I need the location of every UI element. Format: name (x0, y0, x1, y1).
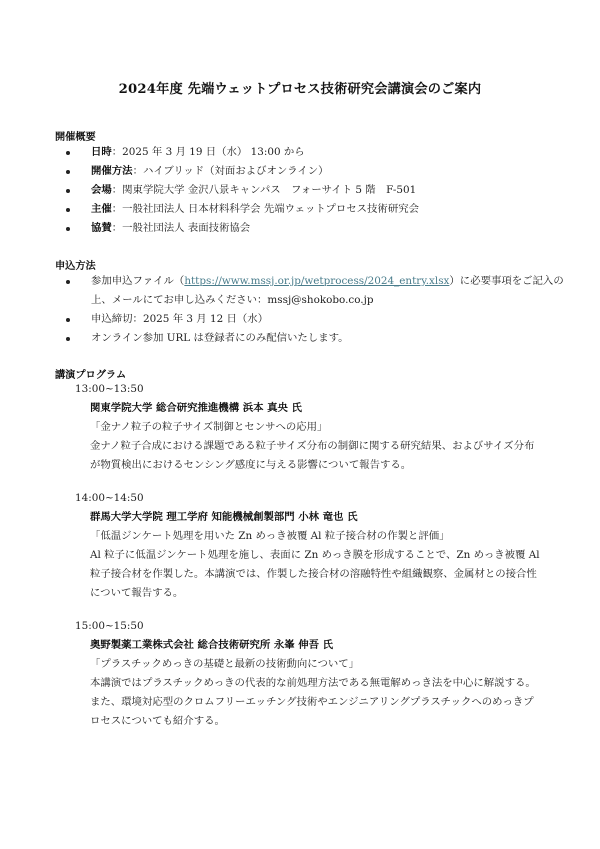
bullet-icon (66, 170, 70, 174)
overview-item-datetime: 日時：2025 年 3 月 19 日（水） 13:00 から (91, 146, 305, 158)
overview-item-sponsor: 協賛：一般社団法人 表面技術協会 (91, 222, 251, 234)
application-item-file: 参加申込ファイル（https://www.mssj.or.jp/wetprocess/2024_entry.xlsx）に必要事項をご記入の (91, 275, 564, 287)
bullet-icon (66, 318, 70, 322)
talk-time: 13:00~13:50 (75, 383, 144, 395)
overview-heading: 開催概要 (55, 131, 96, 143)
talk-desc-line: 本講演ではプラスチックめっきの代表的な前処理方法である無電解めっき法を中心に解説する。 (90, 677, 536, 689)
overview-item-format: 開催方法：ハイブリッド（対面およびオンライン） (91, 165, 329, 177)
application-heading: 申込方法 (55, 260, 96, 272)
talk-topic: 「金ナノ粒子の粒子サイズ制御とセンサへの応用」 (90, 421, 328, 433)
talk-topic: 「低温ジンケート処理を用いた Zn めっき被覆 Al 粒子接合材の作製と評価」 (90, 530, 450, 542)
bullet-icon (66, 337, 70, 341)
talk-desc-line: が物質検出におけるセンシング感度に与える影響について報告する。 (90, 459, 412, 471)
bullet-icon (66, 208, 70, 212)
talk-desc-line: ロセスについても紹介する。 (90, 715, 225, 727)
talk-time: 14:00~14:50 (75, 492, 144, 504)
application-item-deadline: 申込締切：2025 年 3 月 12 日（水） (91, 313, 269, 325)
talk-desc-line: 金ナノ粒子合成における課題である粒子サイズ分布の制御に関する研究結果、およびサイズ分布 (90, 440, 535, 452)
page-title: 2024年度 先端ウェットプロセス技術研究会講演会のご案内 (118, 82, 482, 97)
bullet-icon (66, 189, 70, 193)
talk-speaker: 群馬大学大学院 理工学府 知能機械創製部門 小林 竜也 氏 (90, 511, 358, 523)
bullet-icon (66, 151, 70, 155)
talk-topic: 「プラスチックめっきの基礎と最新の技術動向について」 (90, 658, 360, 670)
entry-file-link[interactable]: https://www.mssj.or.jp/wetprocess/2024_entry.xlsx (184, 275, 450, 287)
bullet-icon (66, 280, 70, 284)
bullet-icon (66, 227, 70, 231)
talk-speaker: 関東学院大学 総合研究推進機構 浜本 真央 氏 (90, 402, 302, 414)
overview-item-venue: 会場：関東学院大学 金沢八景キャンパス フォーサイト 5 階 F-501 (91, 184, 417, 196)
talk-speaker: 奥野製薬工業株式会社 総合技術研究所 永峯 伸吾 氏 (90, 639, 334, 651)
talk-desc-line: また、環境対応型のクロムフリーエッチング技術やエンジニアリングプラスチックへのめっきプ (90, 696, 534, 708)
application-item-file-cont: 上、メールにてお申し込みください：mssj@shokobo.co.jp (91, 294, 374, 306)
talk-desc-line: 粒子接合材を作製した。本講演では、作製した接合材の溶融特性や組織観察、金属材との接合性 (90, 568, 537, 580)
talk-desc-line: について報告する。 (90, 587, 184, 599)
talk-desc-line: Al 粒子に低温ジンケート処理を施し、表面に Zn めっき膜を形成することで、Zn めっき被覆 Al (90, 549, 540, 561)
program-heading: 講演プログラム (55, 369, 127, 381)
application-item-online-url: オンライン参加 URL は登録者にのみ配信いたします。 (91, 332, 349, 344)
talk-time: 15:00~15:50 (75, 620, 144, 632)
overview-item-organizer: 主催：一般社団法人 日本材料科学会 先端ウェットプロセス技術研究会 (91, 203, 419, 215)
